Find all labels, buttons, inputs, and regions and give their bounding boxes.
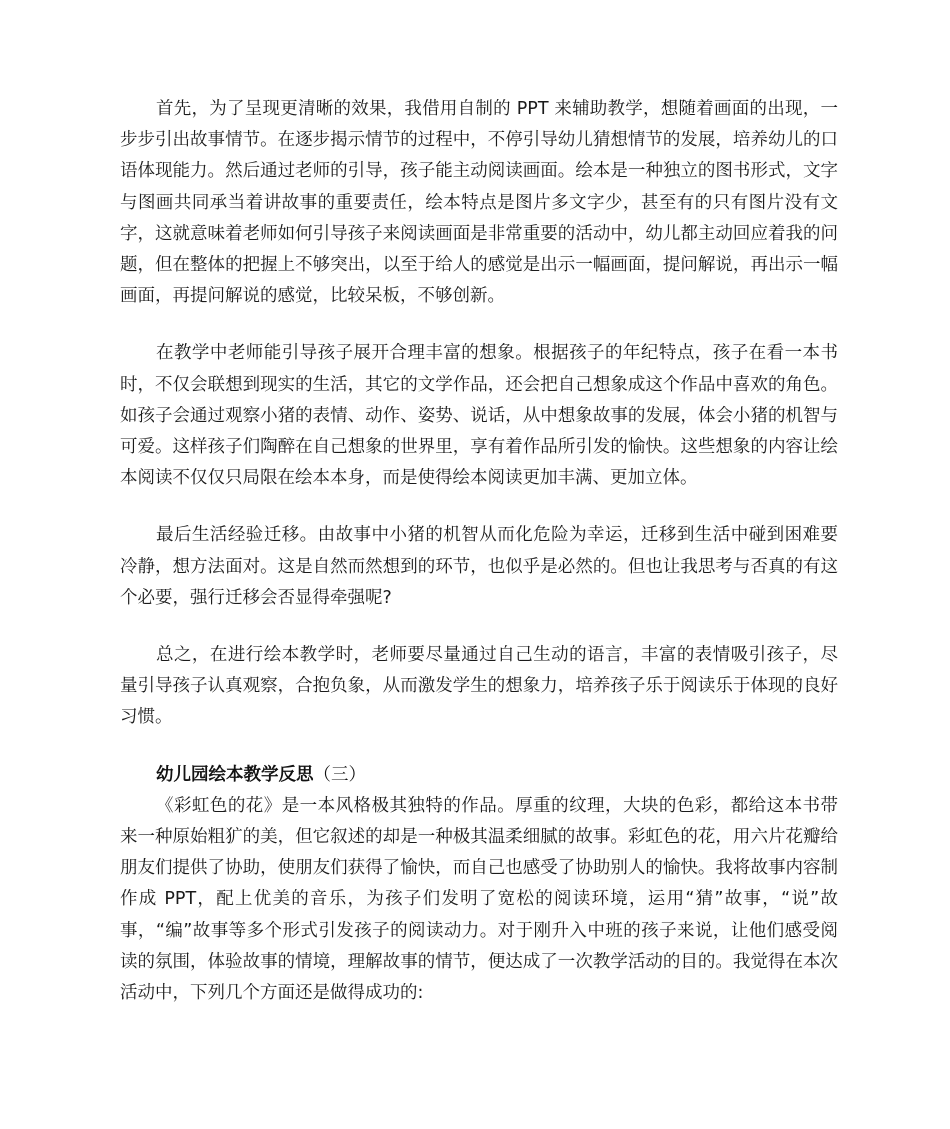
paragraph-imagination: 在教学中老师能引导孩子展开合理丰富的想象。根据孩子的年纪特点，孩子在看一本书时，不仅会联想到现实的生活，其它的文学作品，还会把自己想象成这个作品中喜欢的角色。如孩子会通过观察小猪的表情、动作、姿势、说话，从中想象故事的发展，体会小猪的机智与可爱。这样孩子们陶醉在自己想象的世界里，享有着作品所引发的愉快。这些想象的内容让绘本阅读不仅仅只局限在绘本本身，而是使得绘本阅读更加丰满、更加立体。 — [120, 343, 838, 489]
paragraph-ppt-teaching: 首先，为了呈现更清晰的效果，我借用自制的 PPT 来辅助教学，想随着画面的出现，一步步引出故事情节。在逐步揭示情节的过程中，不停引导幼儿猜想情节的发展，培养幼儿的口语体现能力。然后通过老师的引导，孩子能主动阅读画面。绘本是一种独立的图书形式，文字与图画共同承当着讲故事的重要责任，绘本特点是图片多文字少，甚至有的只有图片没有文字，这就意味着老师如何引导孩子来阅读画面是非常重要的活动中，幼儿都主动回应着我的问题，但在整体的把握上不够突出，以至于给人的感觉是出示一幅画面，提问解说，再出示一幅画面，再提问解说的感觉，比较呆板，不够创新。 — [120, 99, 838, 307]
paragraph-conclusion: 总之，在进行绘本教学时，老师要尽量通过自己生动的语言，丰富的表情吸引孩子，尽量引导孩子认真观察，合抱负象，从而激发学生的想象力，培养孩子乐于阅读乐于体现的良好习惯。 — [120, 645, 838, 728]
paragraph-life-experience: 最后生活经验迁移。由故事中小猪的机智从而化危险为幸运，迁移到生活中碰到困难要冷静，想方法面对。这是自然而然想到的环节，也似乎是必然的。但也让我思考与否真的有这个必要，强行迁移会否显得牵强呢? — [120, 525, 838, 608]
section-heading-title: 幼儿园绘本教学反思 — [156, 764, 314, 785]
section-heading-number: （三） — [313, 764, 366, 785]
document-body — [120, 94, 838, 1009]
section-heading — [120, 760, 838, 791]
paragraph-rainbow-flower: 《彩虹色的花》是一本风格极其独特的作品。厚重的纹理，大块的色彩，都给这本书带来一种原始粗犷的美，但它叙述的却是一种极其温柔细腻的故事。彩虹色的花，用六片花瓣给朋友们提供了协助，使朋友们获得了愉快，而自己也感受了协助别人的愉快。我将故事内容制作成 PPT，配上优美的音乐，为孩子们发明了宽松的阅读环境，运用“猜”故事，“说”故事，“编”故事等多个形式引发孩子的阅读动力。对于刚升入中班的孩子来说，让他们感受阅读的氛围，体验故事的情境，理解故事的情节，便达成了一次教学活动的目的。我觉得在本次活动中，下列几个方面还是做得成功的: — [120, 795, 838, 1004]
